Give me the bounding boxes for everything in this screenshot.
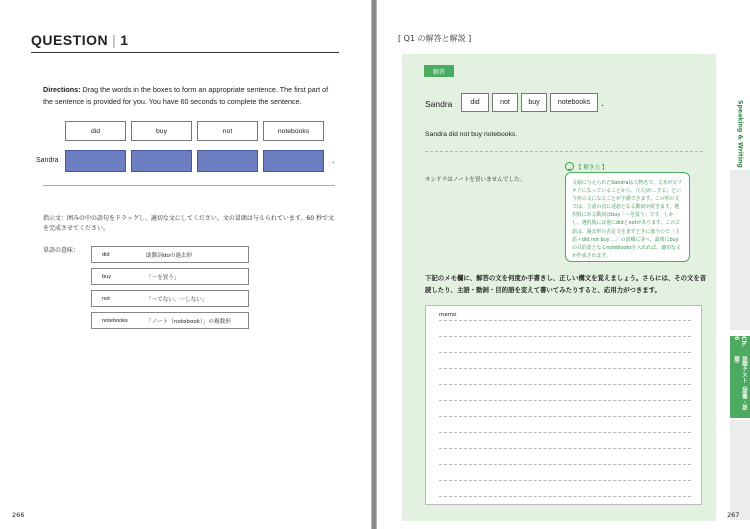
side-tab-chapter (730, 336, 750, 418)
vocab-row (91, 312, 249, 329)
word-box-buy[interactable]: buy (131, 121, 192, 141)
sentence-start: Sandra (36, 157, 59, 164)
vocab-meaning: 助動詞doの過去形 (146, 252, 193, 259)
side-tab-spacer (730, 170, 750, 330)
vocab-word: notebooks (102, 317, 128, 324)
sentence-end: . (332, 156, 335, 165)
memo-line (439, 336, 691, 337)
vocab-row (91, 246, 249, 263)
answer-word-box: did (461, 93, 489, 112)
side-tab-spacer (730, 420, 750, 520)
question-number: 1 (120, 32, 129, 48)
left-page (0, 0, 372, 529)
answer-sentence-end: . (601, 99, 604, 109)
side-tab-section: Speaking & Writing (736, 100, 744, 168)
drop-slot-3[interactable] (197, 150, 258, 172)
smile-icon (565, 162, 574, 171)
memo-line (439, 352, 691, 353)
answer-tag: 解答 (424, 65, 454, 77)
memo-line (439, 384, 691, 385)
question-label: QUESTION (31, 32, 109, 48)
memo-line (439, 400, 691, 401)
vocab-heading: 単語の意味： (43, 247, 80, 254)
directions-label: Directions: (43, 85, 81, 94)
vocab-word: did (102, 251, 110, 258)
vocab-word: not (102, 295, 110, 302)
memo-line (439, 464, 691, 465)
memo-line (439, 480, 691, 481)
drop-slot-4[interactable] (263, 150, 324, 172)
answer-word-box: not (492, 93, 518, 112)
translation: サンドラはノートを買いませんでした。 (425, 177, 526, 183)
vocab-meaning: 「ノート（notebook）」の複数形 (146, 318, 231, 325)
vocab-meaning: 「～でない、～しない」 (146, 296, 208, 303)
explanation-text: 文頭に与えられたSandraは人物名で、文末がピリオドになっていることから、「(人)が…する」という形の文になることが予測できます。この形の文では、主語の次に述語となる動詞が続きます。選択肢にある動詞はbuy「～を買う」です。しかし、選択肢には他にdidとnotがあります。この２語は、過去形の否定文を表すときに使うので（主語＋did not buy ...）の語順に並べ、最後にbuyの目的語となるnotebooksを入れれば、適切な文が作成されます。 (572, 180, 683, 259)
chapter-title: 語順テスト（語彙・語順） (733, 356, 747, 410)
memo-line (439, 320, 691, 321)
vocab-word: buy (102, 273, 112, 280)
answer-word-box: notebooks (550, 93, 598, 112)
page-number-right: 267 (727, 511, 740, 519)
memo-label: memo (439, 312, 457, 318)
answer-word-box: buy (521, 93, 547, 112)
drop-slot-1[interactable] (65, 150, 126, 172)
word-box-did[interactable]: did (65, 121, 126, 141)
chapter-number: Ch. 6 (733, 336, 747, 348)
divider (43, 185, 335, 186)
memo-line (439, 432, 691, 433)
word-box-notebooks[interactable]: notebooks (263, 121, 324, 141)
memo-line (439, 448, 691, 449)
question-title (31, 32, 129, 48)
vocab-row (91, 290, 249, 307)
memo-line (439, 416, 691, 417)
explanation-label-text: 【 解き方 】 (576, 164, 608, 171)
memo-line (439, 496, 691, 497)
memo-line (439, 368, 691, 369)
answer-section-title: [ Q1 の解答と解説 ] (398, 34, 472, 43)
explanation-box (565, 172, 690, 262)
title-rule (31, 52, 339, 53)
explanation-label (565, 162, 608, 171)
answer-sentence: Sandra did not buy notebooks. (425, 131, 518, 138)
memo-area[interactable] (425, 305, 702, 505)
word-box-not[interactable]: not (197, 121, 258, 141)
drop-slot-2[interactable] (131, 150, 192, 172)
instruction-jp: 指示文：囲みの中の語句をドラッグし、適切な文にしてください。文の冒頭は与えられています。60 秒で文を完成させてください。 (43, 215, 334, 232)
directions-text: Drag the words in the boxes to form an appropriate sentence. The first part of the sentence is provided for you. You have 60 seconds to complete the sentence. (43, 85, 329, 106)
vocab-meaning: 「～を買う」 (146, 274, 180, 281)
dashed-divider (425, 151, 703, 152)
directions (43, 84, 335, 108)
answer-sentence-start: Sandra (425, 99, 453, 109)
vocab-row (91, 268, 249, 285)
memo-instruction: 下記のメモ欄に、解答の文を何度か手書きし、正しい構文を覚えましょう。さらには、その文を音読したり、主語・動詞・目的語を変えて書いてみたりすると、応用力がつきます。 (425, 274, 707, 294)
title-separator: | (112, 32, 117, 48)
page-number-left: 266 (12, 511, 25, 519)
